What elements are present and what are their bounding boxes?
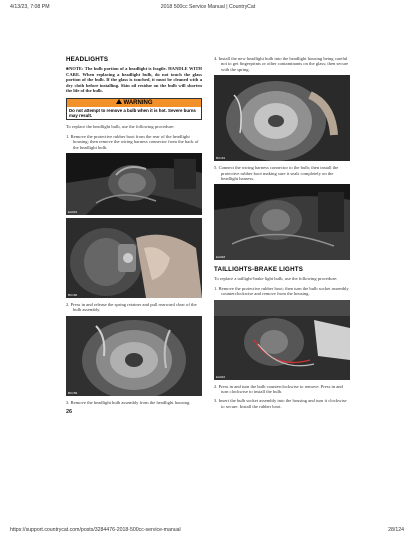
warning-title: WARNING bbox=[123, 99, 153, 106]
taillight-intro: To replace a taillight-brake light bulb, use the following procedure: bbox=[214, 276, 338, 282]
print-page-counter: 28/124 bbox=[388, 527, 404, 533]
photo-code: EA019 bbox=[68, 210, 78, 214]
headlight-intro: To replace the headlight bulb, use the following procedure: bbox=[66, 124, 175, 130]
headlight-step-4: 4. Install the new headlight bulb into the headlight housing being careful not to get fingerprints or other contaminants on the glass; then secure with the spring. bbox=[214, 56, 349, 72]
photo-bulb-assembly-removal bbox=[66, 316, 202, 396]
warning-triangle-icon bbox=[116, 99, 122, 104]
browser-print-header bbox=[0, 0, 416, 14]
right-column bbox=[214, 56, 350, 409]
browser-print-footer bbox=[0, 524, 416, 538]
left-column bbox=[66, 56, 202, 415]
warning-box bbox=[66, 98, 202, 120]
warning-text: Do not attempt to remove a bulb when it is hot. Severe burns may result. bbox=[69, 107, 196, 119]
headlight-step-3: 3. Remove the headlight bulb assembly from the headlight housing. bbox=[66, 399, 191, 405]
headlights-heading: HEADLIGHTS bbox=[66, 56, 109, 63]
photo-code: BC161 bbox=[216, 156, 226, 161]
photo-code: EA016 bbox=[216, 374, 226, 379]
print-page-title: 2018 500cc Service Manual | CountryCat bbox=[160, 4, 256, 10]
headlight-step-5: 5. Connect the wiring harness connector to the bulb; then install the protective rubber boot making sure it seals completely on the headlight harness. bbox=[214, 165, 339, 182]
warning-bar bbox=[67, 99, 201, 107]
photo-spring-retainer bbox=[66, 218, 202, 298]
photo-taillight-socket bbox=[214, 300, 350, 380]
headlight-bulb-note: ■NOTE: The bulb portion of a headlight is fragile. HANDLE WITH CARE. When replacing a headlight bulb, do not touch the glass portion of the bulb. If the glass is touched, it must be cleaned with a dry cloth before installing. Skin oil residue on the bulb will shorten the life of the bulb. bbox=[66, 66, 202, 94]
photo-headlight-rear-boot bbox=[66, 153, 202, 215]
photo-bulb-install bbox=[214, 75, 350, 161]
photo-harness-connect bbox=[214, 184, 350, 260]
taillight-step-1: 1. Remove the protective rubber boot; then turn the bulb socket assembly counterclockwise and remove from the housing. bbox=[214, 285, 349, 297]
photo-code: BC159 bbox=[68, 390, 78, 395]
manual-page bbox=[66, 56, 352, 486]
taillight-step-3: 3. Insert the bulb socket assembly into the housing and turn it clockwise to secure. Install the rubber boot. bbox=[214, 398, 347, 409]
photo-code: EA018 bbox=[216, 255, 226, 260]
taillights-heading: TAILLIGHTS-BRAKE LIGHTS bbox=[214, 266, 304, 274]
page-number: 26 bbox=[66, 409, 73, 416]
photo-code: BC160 bbox=[68, 293, 78, 297]
headlight-step-2: 2. Press in and release the spring retainer and pull rearward clear of the bulb assembly. bbox=[66, 302, 197, 313]
print-url: https://support.countrycat.com/posts/3284476-2018-500cc-service-manual bbox=[10, 527, 181, 533]
headlight-step-1: 1. Remove the protective rubber boot from the rear of the headlight housing; then remove the wiring harness connector from the back of the headlight bulb. bbox=[66, 133, 199, 150]
print-datetime: 4/13/23, 7:08 PM bbox=[10, 4, 50, 10]
taillight-step-2: 2. Press in and turn the bulb counterclockwise to remove. Press in and turn clockwise to install the bulb. bbox=[214, 383, 343, 395]
